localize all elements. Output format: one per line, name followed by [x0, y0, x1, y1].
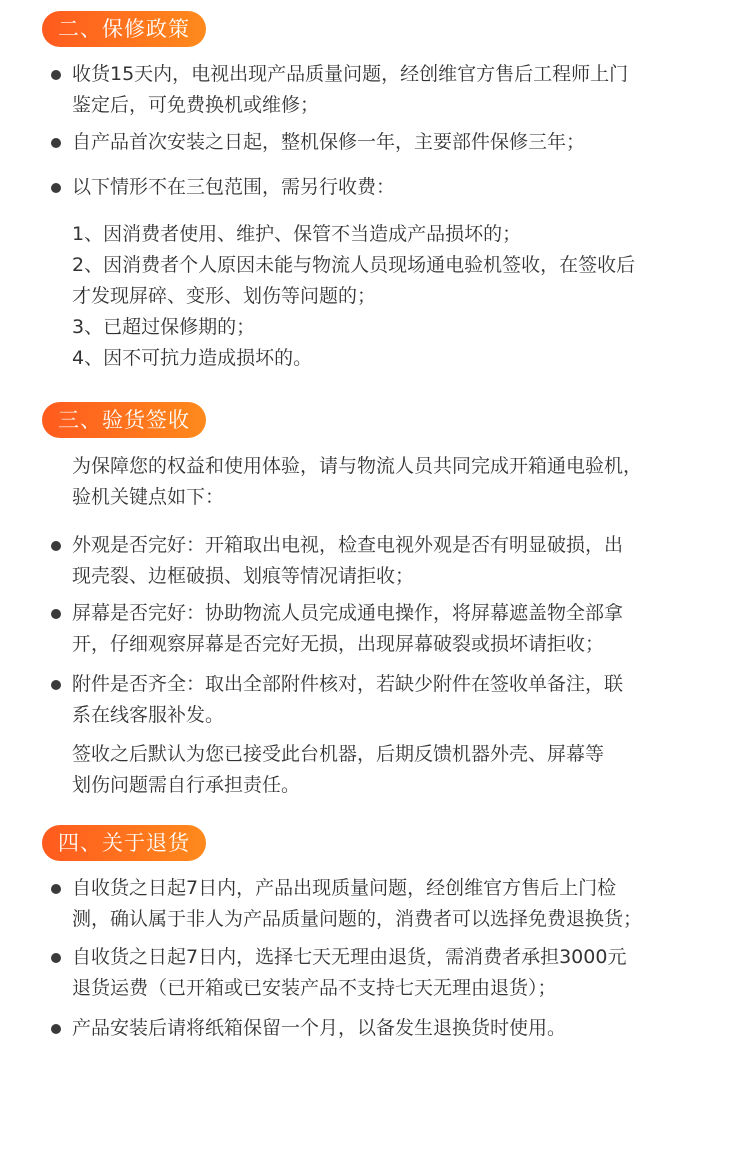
- exclusion-item: 1、因消费者使用、维护、保管不当造成产品损坏的；: [72, 223, 522, 245]
- inspection-item-3-line-1: 附件是否齐全：取出全部附件核对，若缺少附件在签收单备注，联: [72, 673, 624, 695]
- returns-item-2-line-2: 退货运费（已开箱或已安装产品不支持七天无理由退货）；: [72, 977, 557, 999]
- bullet-icon: [51, 609, 61, 619]
- exclusion-item: 才发现屏碎、变形、划伤等问题的；: [72, 285, 377, 307]
- inspection-outro: [72, 739, 604, 801]
- bullet-icon: [51, 70, 61, 80]
- returns-item-1-line-1: 自收货之日起7日内，产品出现质量问题，经创维官方售后上门检: [72, 877, 617, 899]
- inspection-item-2-line-1: 屏幕是否完好：协助物流人员完成通电操作，将屏幕遮盖物全部拿: [72, 602, 624, 624]
- warranty-item-3: [72, 172, 395, 203]
- inspection-intro-line-2: 验机关键点如下：: [72, 486, 225, 508]
- warranty-item-2-line-1: 自产品首次安装之日起，整机保修一年，主要部件保修三年；: [72, 131, 586, 153]
- bullet-icon: [51, 1024, 61, 1034]
- warranty-exclusions-list: [72, 219, 635, 374]
- bullet-icon: [51, 884, 61, 894]
- inspection-outro-line-2: 划伤问题需自行承担责任。: [72, 774, 301, 796]
- section-header-returns: 四、关于退货: [42, 825, 206, 861]
- warranty-item-1: [72, 59, 628, 121]
- warranty-item-2: [72, 127, 585, 158]
- returns-item-2: [72, 942, 626, 1004]
- inspection-intro-line-1: 为保障您的权益和使用体验，请与物流人员共同完成开箱通电验机，: [72, 455, 643, 477]
- inspection-item-1-line-2: 现壳裂、边框破损、划痕等情况请拒收；: [72, 565, 415, 587]
- inspection-item-2-line-2: 开，仔细观察屏幕是否完好无损，出现屏幕破裂或损坏请拒收；: [72, 633, 605, 655]
- returns-item-3: [72, 1013, 566, 1044]
- inspection-item-2: [72, 598, 623, 660]
- returns-item-1: [72, 873, 642, 935]
- inspection-item-3: [72, 669, 623, 731]
- inspection-item-1-line-1: 外观是否完好：开箱取出电视，检查电视外观是否有明显破损，出: [72, 534, 624, 556]
- inspection-item-3-line-2: 系在线客服补发。: [72, 704, 225, 726]
- warranty-item-3-line-1: 以下情形不在三包范围，需另行收费：: [72, 176, 396, 198]
- returns-item-3-line-1: 产品安装后请将纸箱保留一个月，以备发生退换货时使用。: [72, 1017, 567, 1039]
- returns-item-2-line-1: 自收货之日起7日内，选择七天无理由退货，需消费者承担3000元: [72, 946, 627, 968]
- bullet-icon: [51, 541, 61, 551]
- exclusion-item: 4、因不可抗力造成损坏的。: [72, 347, 313, 369]
- exclusion-item: 2、因消费者个人原因未能与物流人员现场通电验机签收，在签收后: [72, 254, 636, 276]
- section-header-warranty: 二、保修政策: [42, 11, 206, 47]
- warranty-item-1-line-1: 收货15天内，电视出现产品质量问题，经创维官方售后工程师上门: [72, 63, 629, 85]
- section-header-inspection: 三、验货签收: [42, 402, 206, 438]
- exclusion-item: 3、已超过保修期的；: [72, 316, 256, 338]
- inspection-intro: [72, 451, 642, 513]
- inspection-outro-line-1: 签收之后默认为您已接受此台机器，后期反馈机器外壳、屏幕等: [72, 743, 605, 765]
- bullet-icon: [51, 953, 61, 963]
- warranty-item-1-line-2: 鉴定后，可免费换机或维修；: [72, 94, 320, 116]
- inspection-item-1: [72, 530, 623, 592]
- bullet-icon: [51, 183, 61, 193]
- bullet-icon: [51, 138, 61, 148]
- returns-item-1-line-2: 测，确认属于非人为产品质量问题的，消费者可以选择免费退换货；: [72, 908, 643, 930]
- bullet-icon: [51, 680, 61, 690]
